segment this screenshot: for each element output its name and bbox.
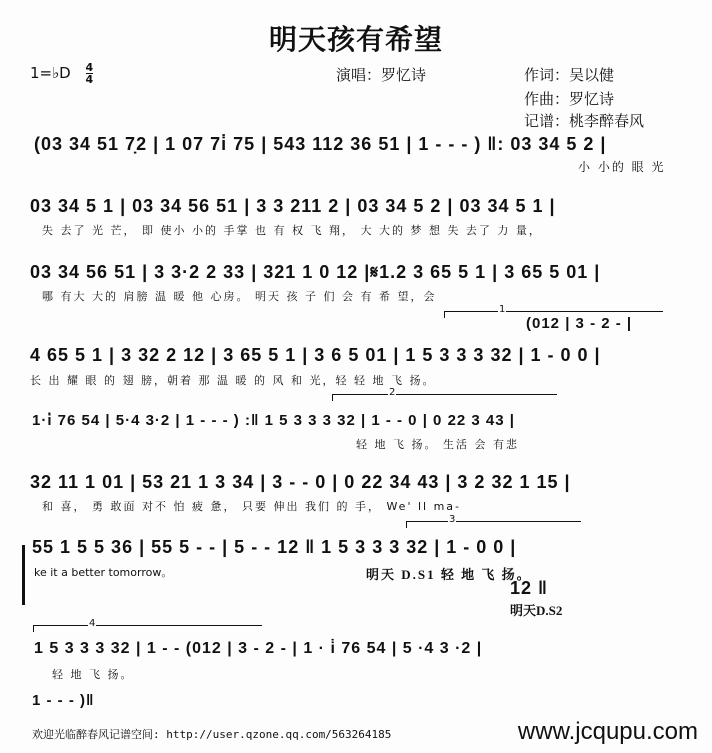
score-line-3-lyrics: 哪 有大 大的 肩膀 温 暖 他 心房。 明天 孩 子 们 会 有 希 望，会 (42, 290, 437, 303)
ending-1-notes: (012 | 3 - 2 - | (526, 315, 633, 332)
site-watermark: www.jcqupu.com (517, 718, 698, 745)
score-line-3-notes: 03 34 56 51 | 3 3·2 2 33 | 321 1 0 12 |𝄋1.2 3 65 5 1 | 3 65 5 01 | (30, 262, 601, 282)
score-line-8-lyrics: 轻 地 飞 扬。 (52, 668, 134, 681)
volta-bracket-4 (33, 625, 262, 632)
key-signature (30, 62, 93, 85)
score-line-7-notes: 55 1 5 5 36 | 55 5 - - | 5 - - 12 ‖ 1 5 3 3 3 32 | 1 - 0 0 | (32, 537, 517, 557)
key-label: 1=♭D (30, 64, 71, 82)
score-line-4-lyrics: 长 出 耀 眼 的 翅 膀，朝着 那 温 暖 的 风 和 光，轻 轻 地 飞 扬。 (30, 374, 436, 387)
volta-number-1: 1 (499, 304, 506, 315)
volta-bracket-3 (406, 521, 581, 528)
singer-credit: 演唱：罗忆诗 (336, 66, 427, 84)
score-line-7-lyrics: ke it a better tomorrow。 (34, 566, 173, 579)
volta-number-3: 3 (449, 514, 456, 525)
score-line-2-lyrics: 失 去了 光 芒， 即 使小 小的 手掌 也 有 权 飞 翔， 大 大的 梦 想 失 去了 力 量， (42, 224, 542, 237)
volta-number-4: 4 (89, 618, 96, 629)
system-bracket (22, 545, 25, 605)
score-line-6-notes: 32 11 1 01 | 53 21 1 3 34 | 3 - - 0 | 0 22 34 43 | 3 2 32 1 15 | (30, 472, 571, 492)
time-signature: $\frac{4}{4}$ (85, 61, 94, 86)
score-line-2-notes: 03 34 5 1 | 03 34 56 51 | 3 3 211 2 | 03 34 5 2 | 03 34 5 1 | (30, 196, 556, 216)
score-line-1-notes: (03 34 51 7̣2 | 1 07 7i̇ 75 | 543 112 36 51 | 1 - - - ) ‖: 03 34 5 2 | (34, 134, 607, 154)
score-line-5-lyrics: 轻 地 飞 扬。 生活 会 有悲 (356, 438, 519, 451)
volta-bracket-2 (332, 394, 557, 401)
lyricist-credit: 作词：吴以健 (524, 66, 615, 84)
score-line-9-notes: 1 - - - )‖ (32, 692, 95, 709)
song-title: 明天孩有希望 (268, 23, 443, 56)
composer-credit: 作曲：罗忆诗 (524, 90, 615, 108)
footer-text: 欢迎光临醉春风记谱空间: http://user.qzone.qq.com/563264185 (32, 728, 392, 741)
score-line-5-notes: 1·i̇ 76 54 | 5·4 3·2 | 1 - - - ) :‖ 1 5 3 3 3 32 | 1 - - 0 | 0 22 3 43 | (32, 412, 515, 429)
score-line-6-lyrics: 和 喜， 勇 敢面 对不 怕 疲 惫， 只要 伸出 我们 的 手， We' ll ma- (42, 500, 462, 513)
transcriber-credit: 记谱：桃李醉春风 (524, 112, 645, 130)
volta-number-2: 2 (389, 387, 396, 398)
coda-ds2-label: 明天D.S2 (510, 603, 563, 618)
score-line-4-notes: 4 65 5 1 | 3 32 2 12 | 3 65 5 1 | 3 6 5 01 | 1 5 3 3 3 32 | 1 - 0 0 | (30, 345, 601, 365)
score-line-1-lyrics: 小 小的 眼 光 (578, 160, 666, 174)
coda-notes: 12 ‖ (510, 578, 548, 598)
score-line-8-notes: 1 5 3 3 3 32 | 1 - - (012 | 3 - 2 - | 1 · i̇ 76 54 | 5 ·4 3 ·2 | (34, 640, 483, 657)
ds1-lyrics: 明天 D.S1 轻 地 飞 扬。 (366, 567, 532, 582)
